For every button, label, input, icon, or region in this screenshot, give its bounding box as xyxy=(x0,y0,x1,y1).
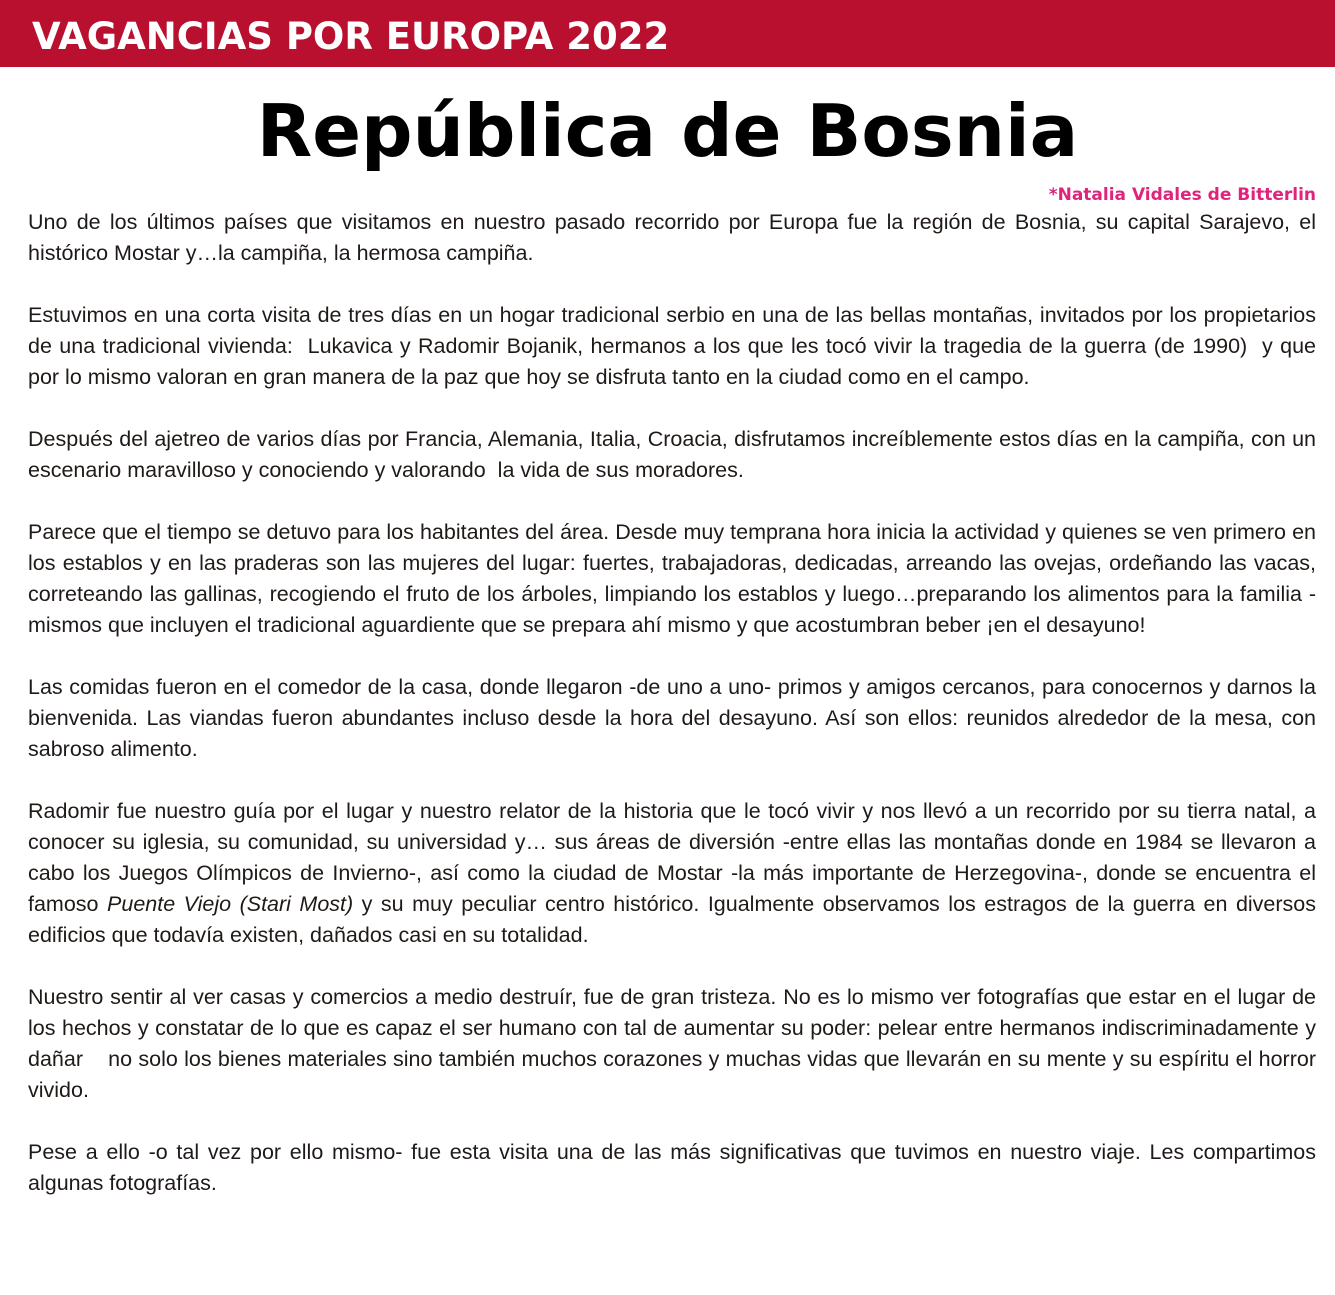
paragraph-5: Las comidas fueron en el comedor de la casa, donde llegaron -de uno a uno- primos y amigos cercanos, para conocernos y darnos la bienvenida. Las viandas fueron abundantes incluso desde la hora del desayuno. Así son ellos: reunidos alrededor de la mesa, con sabroso alimento. xyxy=(28,675,1316,761)
paragraph-8: Pese a ello -o tal vez por ello mismo- fue esta visita una de las más significativas que tuvimos en nuestro viaje. Les compartimos algunas fotografías. xyxy=(28,1140,1316,1195)
banner-title: VAGANCIAS POR EUROPA 2022 xyxy=(32,15,670,58)
paragraph-6 xyxy=(28,796,1316,951)
paragraph-4: Parece que el tiempo se detuvo para los habitantes del área. Desde muy temprana hora inicia la actividad y quienes se ven primero en los establos y en las praderas son las mujeres del lugar: fuertes, trabajadoras, dedicadas, arreando las ovejas, ordeñando las vacas, correteando las gallinas, recogiendo el fruto de los árboles, limpiando los establos y luego…preparando los alimentos para la familia -mismos que incluyen el tradicional aguardiente que se prepara ahí mismo y que acostumbran beber ¡en el desayuno! xyxy=(28,520,1316,637)
author-byline: *Natalia Vidales de Bitterlin xyxy=(1048,185,1316,205)
paragraph-6-text-start: Radomir fue nuestro guía por el lugar y nuestro relator de la historia que le tocó vivir y nos llevó a un recorrido por su tierra natal, a conocer su iglesia, su comunidad, su universidad y… sus áreas de diversión -entre ellas las montañas donde en 1984 se llevaron a cabo los Juegos Olímpicos de Invierno-, así como la ciudad de Mostar -la más importante de Herzegovina-, donde se encuentra el famoso xyxy=(28,799,1316,916)
bridge-name-italic: Puente Viejo (Stari Most) xyxy=(107,892,354,916)
paragraph-2: Estuvimos en una corta visita de tres días en un hogar tradicional serbio en una de las bellas montañas, invitados por los propietarios de una tradicional vivienda: Lukavica y Radomir Bojanik, hermanos a los que les tocó vivir la tragedia de la guerra (de 1990) y que por lo mismo valoran en gran manera de la paz que hoy se disfruta tanto en la ciudad como en el campo. xyxy=(28,303,1322,389)
article-body xyxy=(28,207,1322,1199)
header-banner xyxy=(0,0,1335,67)
article-title: República de Bosnia xyxy=(256,89,1079,173)
paragraph-3: Después del ajetreo de varios días por Francia, Alemania, Italia, Croacia, disfrutamos increíblemente estos días en la campiña, con un escenario maravilloso y conociendo y valorando la vida de sus moradores. xyxy=(28,427,1322,482)
paragraph-1: Uno de los últimos países que visitamos en nuestro pasado recorrido por Europa fue la región de Bosnia, su capital Sarajevo, el histórico Mostar y…la campiña, la hermosa campiña. xyxy=(28,210,1316,265)
paragraph-7: Nuestro sentir al ver casas y comercios a medio destruír, fue de gran tristeza. No es lo mismo ver fotografías que estar en el lugar de los hechos y constatar de lo que es capaz el ser humano con tal de aumentar su poder: pelear entre hermanos indiscriminadamente y dañar no solo los bienes materiales sino también muchos corazones y muchas vidas que llevarán en su mente y su espíritu el horror vivido. xyxy=(28,985,1322,1102)
paragraph-6-text-end: y su muy peculiar centro histórico. Igualmente observamos los estragos de la guerra en diversos edificios que todavía existen, dañados casi en su totalidad. xyxy=(28,892,1316,947)
